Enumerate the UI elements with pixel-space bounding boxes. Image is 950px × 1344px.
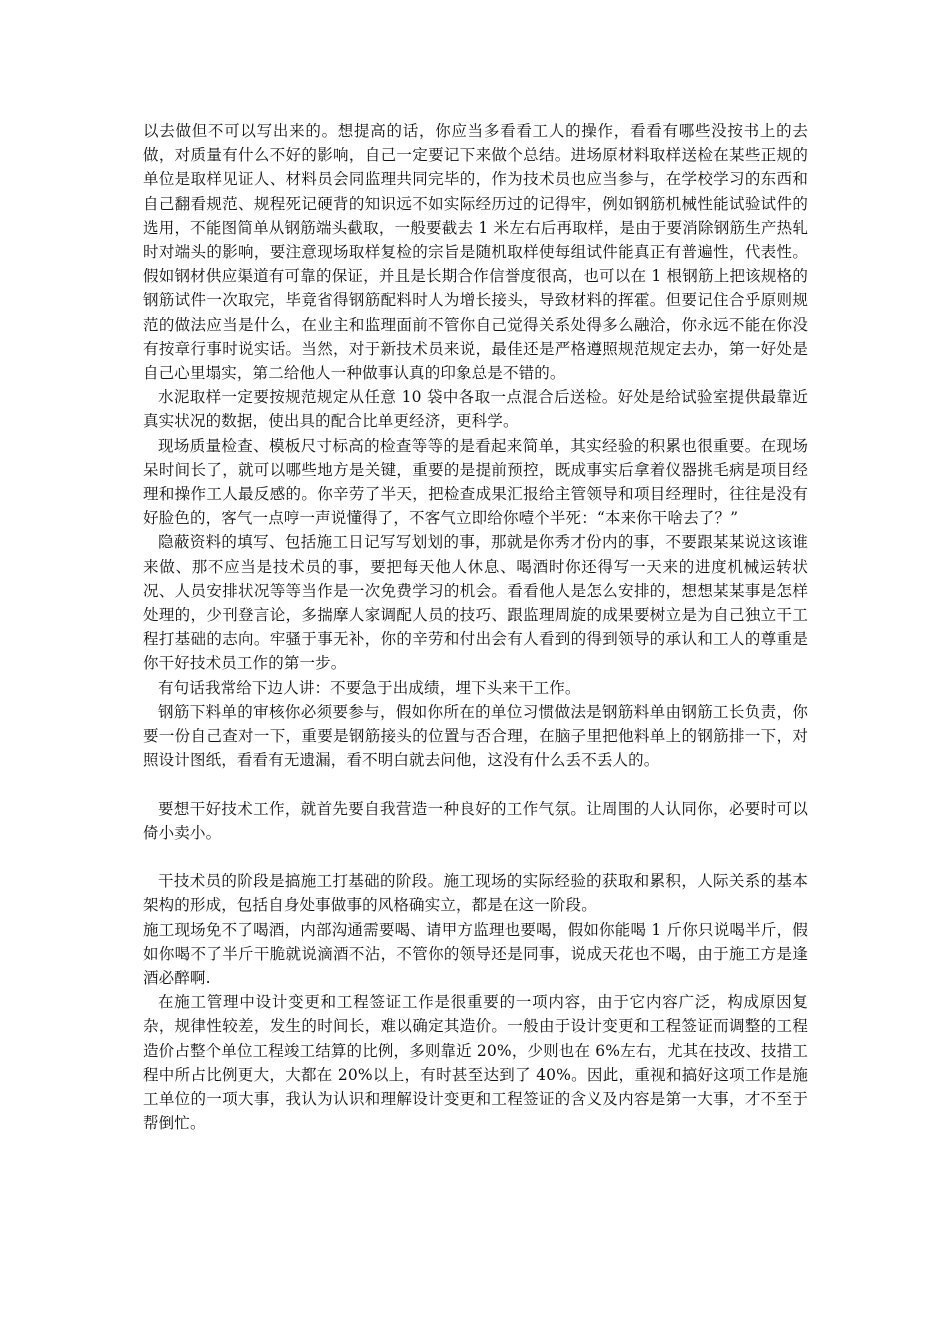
document-body <box>143 119 808 1136</box>
paragraph: 水泥取样一定要按规范规定从任意 10 袋中各取一点混合后送检。好处是给试验室提供最靠近真实状况的数据，使出具的配合比单更经济，更科学。 <box>143 388 808 431</box>
paragraph: 施工现场免不了喝酒，内部沟通需要喝、请甲方监理也要喝，假如你能喝 1 斤你只说喝半斤，假如你喝不了半斤干脆就说滴酒不沾，不管你的领导还是同事，说成天花也不喝，由于施工方是逢酒必醉啊. <box>143 920 808 988</box>
paragraph: 有句话我常给下边人讲：不要急于出成绩，埋下头来干工作。 <box>158 678 581 697</box>
paragraph: 以去做但不可以写出来的。想提高的话，你应当多看看工人的操作，看看有哪些没按书上的去做，对质量有什么不好的影响，自己一定要记下来做个总结。进场原材料取样送检在某些正规的单位是取样见证人、材料员会同监理共同完毕的，作为技术员也应当参与，在学校学习的东西和自己翻看规范、规程死记硬背的知识远不如实际经历过的记得牢，例如钢筋机械性能试验试件的选用，不能图简单从钢筋端头截取，一般要截去 1 米左右后再取样，是由于要消除钢筋生产热轧时对端头的影响，要注意现场取样复检的宗旨是随机取样使每组试件能真正有普遍性，代表性。假如钢材供应渠道有可靠的保证，并且是长期合作信誉度很高，也可以在 1 根钢筋上把该规格的钢筋试件一次取完，毕竟省得钢筋配料时人为增长接头，导致材料的挥霍。但要记住合乎原则规范的做法应当是什么，在业主和监理面前不管你自己觉得关系处得多么融洽，你永远不能在你没有按章行事时说实话。当然，对于新技术员来说，最佳还是严格遵照规范规定去办，第一好处是自己心里塌实，第二给他人一种做事认真的印象总是不错的。 <box>143 122 808 383</box>
blank-line <box>143 772 808 796</box>
blank-line <box>143 845 808 869</box>
paragraph: 要想干好技术工作，就首先要自我营造一种良好的工作气氛。让周围的人认同你，必要时可以倚小卖小。 <box>143 799 808 842</box>
paragraph: 隐蔽资料的填写、包括施工日记写写划划的事，那就是你秀才份内的事，不要跟某某说这该谁来做、那不应当是技术员的事，要把每天他人休息、喝酒时你还得写一天来的进度机械运转状况、人员安排状况等等当作是一次免费学习的机会。看看他人是怎么安排的，想想某某事是怎样处理的，少刊登言论，多揣摩人家调配人员的技巧、跟监理周旋的成果要树立是为自己独立干工程打基础的志向。牢骚于事无补，你的辛劳和付出会有人看到的得到领导的承认和工人的尊重是你干好技术员工作的第一步。 <box>143 533 808 673</box>
paragraph: 钢筋下料单的审核你必须要参与，假如你所在的单位习惯做法是钢筋料单由钢筋工长负责，你要一份自己查对一下，重要是钢筋接头的位置与否合理，在脑子里把他料单上的钢筋排一下，对照设计图纸，看看有无遗漏，看不明白就去问他，这没有什么丢不丢人的。 <box>143 702 808 770</box>
paragraph: 干技术员的阶段是搞施工打基础的阶段。施工现场的实际经验的获取和累积，人际关系的基本架构的形成，包括自身处事做事的风格确实立，都是在这一阶段。 <box>143 872 808 915</box>
paragraph: 在施工管理中设计变更和工程签证工作是很重要的一项内容，由于它内容广泛，构成原因复杂，规律性较差，发生的时间长，难以确定其造价。一般由于设计变更和工程签证而调整的工程造价占整个单位工程竣工结算的比例，多则靠近 20%，少则也在 6%左右，尤其在技改、技措工程中所占比例更大，大都在 20%以上，有时甚至达到了 40%。因此，重视和搞好这项工作是施工单位的一项大事，我认为认识和理解设计变更和工程签证的含义及内容是第一大事，才不至于帮倒忙。 <box>143 993 808 1133</box>
paragraph: 现场质量检查、模板尺寸标高的检查等等的是看起来简单，其实经验的积累也很重要。在现场呆时间长了，就可以哪些地方是关键，重要的是提前预控，既成事实后拿着仪器挑毛病是项目经理和操作工人最反感的。你辛劳了半天，把检查成果汇报给主管领导和项目经理时，往往是没有好脸色的，客气一点哼一声说懂得了，不客气立即给你噎个半死：“本来你干啥去了？” <box>143 436 808 528</box>
